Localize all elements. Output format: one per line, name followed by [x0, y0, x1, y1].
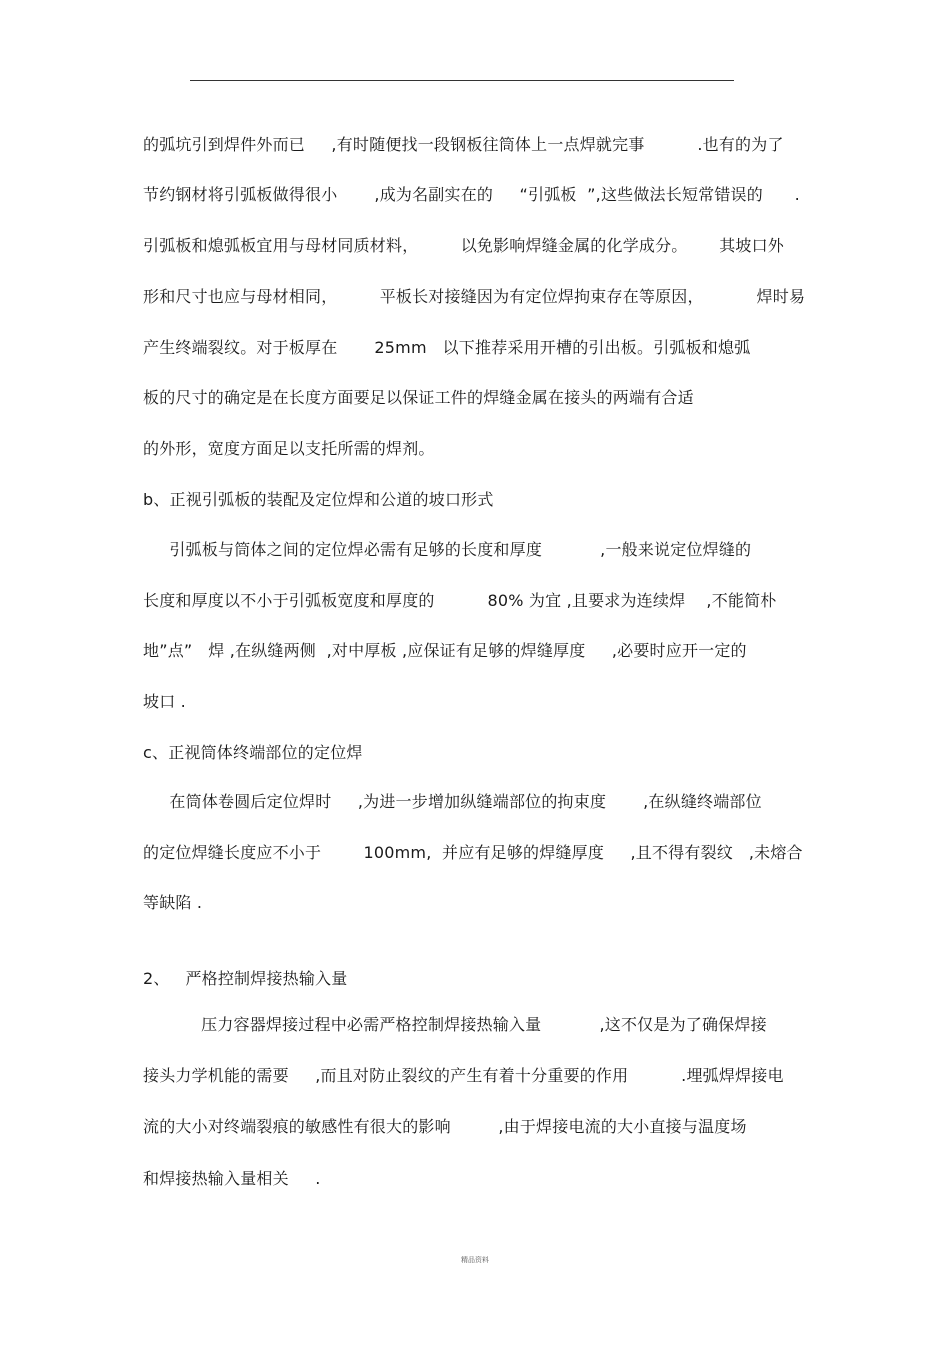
text-line: 的外形，宽度方面足以支托所需的焊剂。 [143, 439, 435, 458]
text-line: 长度和厚度以不小于引弧板宽度和厚度的 80% 为宜 ,且要求为连续焊 ,不能简朴 [143, 591, 777, 610]
text-line: 流的大小对终端裂痕的敏感性有很大的影响 ,由于焊接电流的大小直接与温度场 [143, 1117, 747, 1136]
section-heading: b、正视引弧板的装配及定位焊和公道的坡口形式 [143, 490, 494, 509]
section-heading: 2、 严格控制焊接热输入量 [143, 969, 348, 988]
text-line: 在筒体卷圆后定位焊时 ,为进一步增加纵缝端部位的拘束度 ,在纵缝终端部位 [143, 792, 762, 811]
text-line: 地”点” 焊 ,在纵缝两侧 ,对中厚板 ,应保证有足够的焊缝厚度 ,必要时应开一定的 [143, 641, 747, 660]
text-line: 引弧板和熄弧板宜用与母材同质材料， 以免影响焊缝金属的化学成分。 其坡口外 [143, 236, 785, 255]
text-line: 坡口 . [143, 692, 186, 711]
text-line: 节约钢材将引弧板做得很小 ,成为名副实在的 “引弧板 ”,这些做法长短常错误的 . [143, 185, 800, 204]
text-line: 引弧板与筒体之间的定位焊必需有足够的长度和厚度 ,一般来说定位焊缝的 [143, 540, 752, 559]
text-line: 接头力学机能的需要 ,而且对防止裂纹的产生有着十分重要的作用 .埋弧焊焊接电 [143, 1066, 784, 1085]
text-line: 产生终端裂纹。对于板厚在 25mm 以下推荐采用开槽的引出板。引弧板和熄弧 [143, 338, 751, 357]
text-line: 等缺陷 . [143, 893, 203, 912]
text-line: 和焊接热输入量相关 . [143, 1169, 321, 1188]
text-line: 板的尺寸的确定是在长度方面要足以保证工件的焊缝金属在接头的两端有合适 [143, 388, 694, 407]
header-rule [190, 80, 734, 81]
text-line: 的弧坑引到焊件外而已 ,有时随便找一段钢板往筒体上一点焊就完事 .也有的为了 [143, 135, 784, 154]
section-heading: c、正视筒体终端部位的定位焊 [143, 743, 363, 762]
text-line: 的定位焊缝长度应不小于 100mm, 并应有足够的焊缝厚度 ,且不得有裂纹 ,未熔合 [143, 843, 803, 862]
text-line: 压力容器焊接过程中必需严格控制焊接热输入量 ,这不仅是为了确保焊接 [143, 1015, 767, 1034]
text-line: 形和尺寸也应与母材相同， 平板长对接缝因为有定位焊拘束存在等原因， 焊时易 [143, 287, 806, 306]
footer-note: 精品资料 [461, 1256, 489, 1264]
